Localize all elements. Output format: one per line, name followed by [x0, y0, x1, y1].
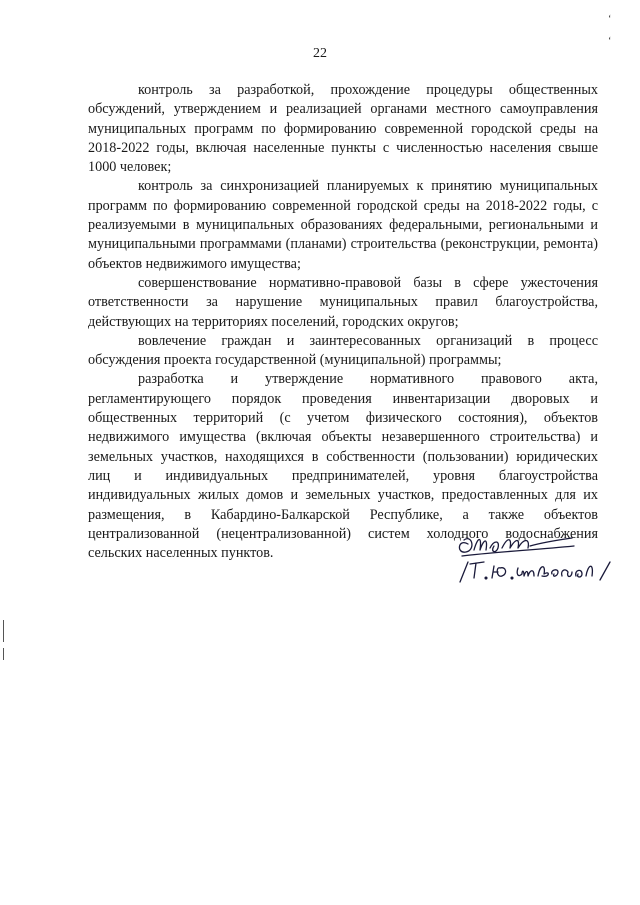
paragraph: контроль за синхронизацией планируемых к принятию муниципальных программ по формированию современной городской среды на 2018-2022 годы, с реализуемыми в муниципальных образованиях федеральными, региональными и муниципальными программами (планами) строительства (реконструкции, ремонта) объектов недвижимого имущества;: [88, 178, 598, 272]
margin-mark: [3, 620, 4, 642]
document-body: [88, 81, 598, 563]
paragraph: вовлечение граждан и заинтересованных организаций в процесс обсуждения проекта государственной (муниципальной) программы;: [88, 332, 598, 369]
corner-mark: ʻ: [608, 14, 612, 25]
paragraph: разработка и утверждение нормативного правового акта, регламентирующего порядок проведения инвентаризации дворовых и общественных территорий (с учетом физического состояния), объектов недвижимого имущества (включая объекты незавершенного строительства) и земельных участков, находящихся в собственности (пользовании) юридических лиц и индивидуальных предпринимателей, уровня благоустройства индивидуальных жилых домов и земельных участков, предоставленных для их размещения, в Кабардино-Балкарской Республике, а также объектов централизованной (нецентрализованной) систем холодного водоснабжения сельских населенных пунктов.: [88, 371, 598, 562]
paragraph: совершенствование нормативно-правовой базы в сфере ужесточения ответственности за нарушение муниципальных правил благоустройства, действующих на территориях поселений, городских округов;: [88, 274, 598, 330]
margin-mark: [3, 648, 4, 660]
corner-mark: ʻ: [608, 36, 612, 47]
handwritten-signature: [454, 526, 634, 586]
page-number: 22: [313, 46, 327, 61]
paragraph: контроль за разработкой, прохождение процедуры общественных обсуждений, утверждением и реализацией органами местного самоуправления муниципальных программ по формированию современной городской среды на 2018-2022 годы, включая населенные пункты с численностью населения свыше 1000 человек;: [88, 82, 598, 176]
